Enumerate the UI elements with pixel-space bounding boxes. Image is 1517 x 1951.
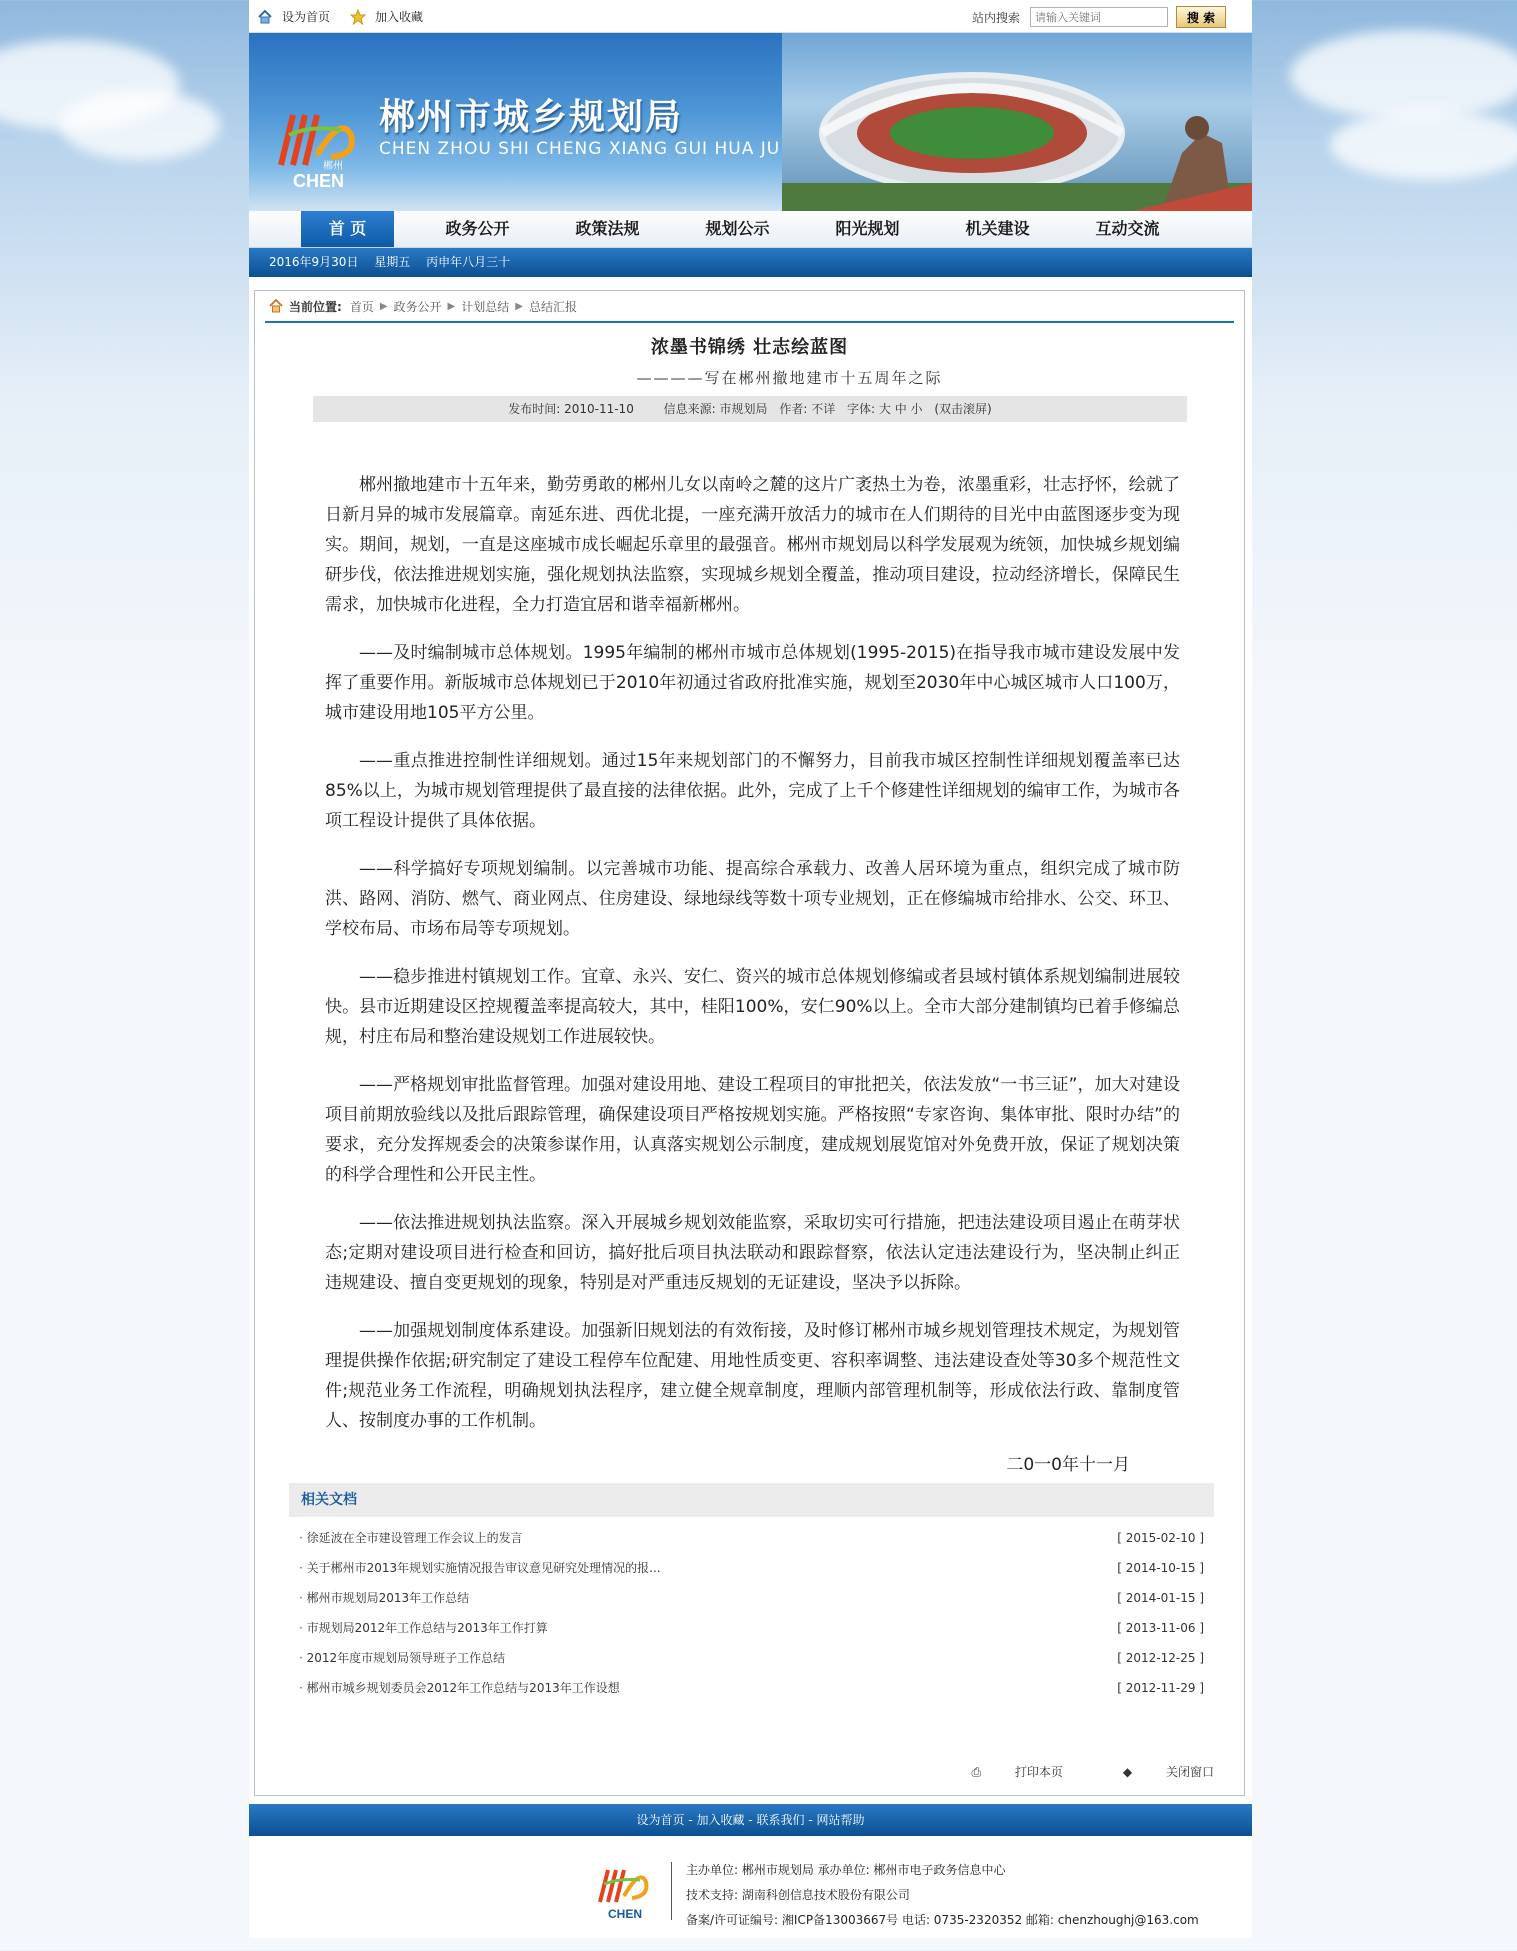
article-paragraph: ——稳步推进村镇规划工作。宜章、永兴、安仁、资兴的城市总体规划修编或者县域村镇体系规划编制进展较快。县市近期建设区控规覆盖率提高较大，其中，桂阳100%，安仁90%以上。全市大部分建制镇均已着手修编总规，村庄布局和整治建设规划工作进展较快。	[325, 967, 1180, 1047]
related-title[interactable]: · 徐延波在全市建设管理工作会议上的发言	[299, 1523, 523, 1553]
footer-divider	[671, 1862, 672, 1920]
current-date: 2016年9月30日	[269, 255, 359, 269]
breadcrumb-item-summary[interactable]: 总结汇报	[528, 299, 577, 314]
nav-item-government-affairs[interactable]: 政务公开	[445, 219, 510, 238]
printer-icon: ⎙	[971, 1765, 982, 1779]
lunar-date: 丙申年八月三十	[426, 255, 511, 269]
background-cloud	[60, 90, 220, 160]
background-cloud	[1330, 110, 1517, 180]
footer-separator: -	[684, 1813, 697, 1827]
footer-info	[249, 1840, 1252, 1936]
article-paragraph: 郴州撤地建市十五年来，勤劳勇敢的郴州儿女以南岭之麓的这片广袤热土为卷，浓墨重彩，壮志抒怀，绘就了日新月异的城市发展篇章。南延东进、西优北提，一座充满开放活力的城市在人们期待的目光中由蓝图逐步变为现实。期间，规划，一直是这座城市成长崛起乐章里的最强音。郴州市规划局以科学发展观为统领，加快城乡规划编研步伐，依法推进规划实施，强化规划执法监察，实现城乡规划全覆盖，推动项目建设，拉动经济增长，保障民生需求，加快城市化进程，全力打造宜居和谐幸福新郴州。	[325, 475, 1180, 615]
chenzhou-footer-logo	[594, 1858, 658, 1924]
related-title[interactable]: · 2012年度市规划局领导班子工作总结	[299, 1643, 505, 1673]
related-date: [ 2014-01-15 ]	[1117, 1591, 1204, 1605]
article-paragraph: ——严格规划审批监督管理。加强对建设用地、建设工程项目的审批把关，依法发放“一书三证”，加大对建设项目前期放验线以及批后跟踪管理，确保建设项目严格按规划实施。严格按照“专家咨询、集体审批、限时办结”的要求，充分发挥规委会的决策参谋作用，认真落实规划公示制度，建成规划展览馆对外免费开放，保证了规划决策的科学合理性和公开民主性。	[325, 1075, 1180, 1185]
home-icon	[269, 299, 283, 313]
list-item[interactable]	[289, 1673, 1214, 1703]
related-date: [ 2012-12-25 ]	[1117, 1651, 1204, 1665]
nav-item-policies[interactable]: 政策法规	[575, 219, 640, 238]
footer-host: 主办单位: 郴州市规划局 承办单位: 郴州市电子政务信息中心	[686, 1863, 1006, 1877]
header-banner	[249, 33, 1252, 211]
footer-link-set-home[interactable]: 设为首页	[636, 1813, 685, 1827]
related-header: 相关文档	[289, 1483, 1214, 1517]
article-signoff-date: 二0一0年十一月	[1006, 1455, 1130, 1475]
breadcrumb-item-gov[interactable]: 政务公开	[393, 299, 442, 314]
related-documents	[289, 1483, 1214, 1703]
related-title[interactable]: · 郴州市城乡规划委员会2012年工作总结与2013年工作设想	[299, 1673, 620, 1703]
info-source: 信息来源: 市规划局	[663, 402, 768, 416]
font-size-switcher[interactable]: 字体: 大 中 小	[847, 402, 923, 416]
related-title[interactable]: · 市规划局2012年工作总结与2013年工作打算	[299, 1613, 548, 1643]
star-icon	[350, 9, 366, 25]
article-paragraph: ——重点推进控制性详细规划。通过15年来规划部门的不懈努力，目前我市城区控制性详细规划覆盖率已达85%以上，为城市规划管理提供了最直接的法律依据。此外，完成了上千个修建性详细规划的编审工作，为城市各项工程设计提供了具体依据。	[325, 751, 1180, 831]
breadcrumb-label: 当前位置:	[289, 299, 342, 314]
stadium-photo	[782, 33, 1252, 211]
nav-item-plan-notices[interactable]: 规划公示	[705, 219, 770, 238]
nav-item-home[interactable]: 首 页	[301, 211, 394, 247]
chenzhou-logo	[271, 95, 371, 195]
list-item[interactable]	[289, 1523, 1214, 1553]
article-title: 浓墨书锦绣 壮志绘蓝图	[650, 337, 849, 358]
logo-text: CHEN	[293, 171, 345, 191]
footer-record: 备案/许可证编号: 湘ICP备13003667号 电话: 0735-2320352 邮箱: chenzhoughj@163.com	[686, 1913, 1199, 1927]
chevron-right-icon: ▶	[515, 300, 523, 312]
footer-link-contact[interactable]: 联系我们	[756, 1813, 805, 1827]
footer-tech-support: 技术支持: 湖南科创信息技术股份有限公司	[686, 1888, 910, 1902]
search-input[interactable]	[1030, 7, 1168, 27]
search-label: 站内搜索	[971, 10, 1020, 25]
footer-link-favorite[interactable]: 加入收藏	[696, 1813, 745, 1827]
footer-link-help[interactable]: 网站帮助	[816, 1813, 865, 1827]
footer-logo-text: CHEN	[608, 1907, 643, 1921]
related-date: [ 2012-11-29 ]	[1117, 1681, 1204, 1695]
chevron-right-icon: ▶	[447, 300, 456, 312]
main-nav	[249, 211, 1252, 248]
related-date: [ 2013-11-06 ]	[1117, 1621, 1204, 1635]
list-item[interactable]	[289, 1613, 1214, 1643]
publish-time: 发布时间: 2010-11-10	[508, 402, 634, 416]
add-favorite-link[interactable]: 加入收藏	[375, 10, 424, 24]
list-item[interactable]	[289, 1583, 1214, 1613]
close-icon: ◆	[1122, 1765, 1133, 1779]
article-paragraph: ——科学搞好专项规划编制。以完善城市功能、提高综合承载力、改善人居环境为重点，组织完成了城市防洪、路网、消防、燃气、商业网点、住房建设、绿地绿线等数十项专业规划，正在修编城市给排水、公交、环卫、学校布局、市场布局等专项规划。	[325, 859, 1180, 939]
background-cloud	[1290, 30, 1517, 120]
article-paragraph: ——依法推进规划执法监察。深入开展城乡规划效能监察，采取切实可行措施，把违法建设项目遏止在萌芽状态;定期对建设项目进行检查和回访，搞好批后项目执法联动和跟踪督察，依法认定违法建设行为，坚决制止纠正违规建设、擅自变更规划的现象，特别是对严重违反规划的无证建设，坚决予以拆除。	[325, 1213, 1180, 1293]
scroll-hint[interactable]: (双击滚屏)	[934, 402, 992, 416]
content-frame	[254, 290, 1245, 1796]
article-paragraph: ——加强规划制度体系建设。加强新旧规划法的有效衔接，及时修订郴州市城乡规划管理技术规定，为规划管理提供操作依据;研究制定了建设工程停车位配建、用地性质变更、容积率调整、违法建设查处等30多个规范性文件;规范业务工作流程，明确规划执法程序，建立健全规章制度，理顺内部管理机制等，形成依法行政、靠制度管人、按制度办事的工作机制。	[325, 1321, 1180, 1431]
footer-separator: -	[804, 1813, 817, 1827]
related-title[interactable]: · 关于郴州市2013年规划实施情况报告审议意见研究处理情况的报...	[299, 1553, 661, 1583]
top-bar	[249, 0, 1252, 33]
article-body	[325, 470, 1180, 1436]
date-bar	[249, 248, 1252, 277]
nav-item-organization[interactable]: 机关建设	[965, 219, 1030, 238]
breadcrumb-item-plan[interactable]: 计划总结	[461, 299, 510, 314]
print-button[interactable]	[941, 1763, 1062, 1780]
footer-separator: -	[744, 1813, 757, 1827]
page-tools	[911, 1763, 1214, 1780]
nav-item-interaction[interactable]: 互动交流	[1095, 219, 1160, 238]
home-icon	[257, 9, 273, 25]
list-item[interactable]	[289, 1553, 1214, 1583]
site-title: 郴州市城乡规划局	[379, 97, 684, 138]
related-date: [ 2014-10-15 ]	[1117, 1561, 1204, 1575]
breadcrumb	[265, 291, 1234, 323]
current-weekday: 星期五	[374, 255, 411, 269]
close-window-button[interactable]	[1093, 1763, 1214, 1780]
nav-item-sunshine-planning[interactable]: 阳光规划	[835, 219, 900, 238]
footer-links-bar	[249, 1804, 1252, 1836]
author: 作者: 不详	[779, 402, 836, 416]
related-title[interactable]: · 郴州市规划局2013年工作总结	[299, 1583, 469, 1613]
print-label: 打印本页	[1014, 1765, 1063, 1779]
stadium-illustration	[782, 33, 1252, 211]
site-title-english: CHEN ZHOU SHI CHENG XIANG GUI HUA JU	[379, 139, 781, 159]
article-paragraph: ——及时编制城市总体规划。1995年编制的郴州市城市总体规划(1995-2015)在指导我市城市建设发展中发挥了重要作用。新版城市总体规划已于2010年初通过省政府批准实施，规划至2030年中心城区城市人口100万，城市建设用地105平方公里。	[325, 643, 1180, 723]
article-subtitle: ————写在郴州撤地建市十五周年之际	[636, 369, 943, 387]
list-item[interactable]	[289, 1643, 1214, 1673]
article-meta	[313, 396, 1187, 422]
related-date: [ 2015-02-10 ]	[1117, 1531, 1204, 1545]
search-button[interactable]: 搜 索	[1176, 6, 1226, 28]
page-container	[249, 0, 1252, 1938]
set-home-link[interactable]: 设为首页	[282, 10, 331, 24]
chevron-right-icon: ▶	[379, 300, 388, 312]
logo-small-text: 郴州	[323, 161, 343, 172]
breadcrumb-item-home[interactable]: 首页	[349, 299, 374, 314]
close-label: 关闭窗口	[1165, 1765, 1214, 1779]
